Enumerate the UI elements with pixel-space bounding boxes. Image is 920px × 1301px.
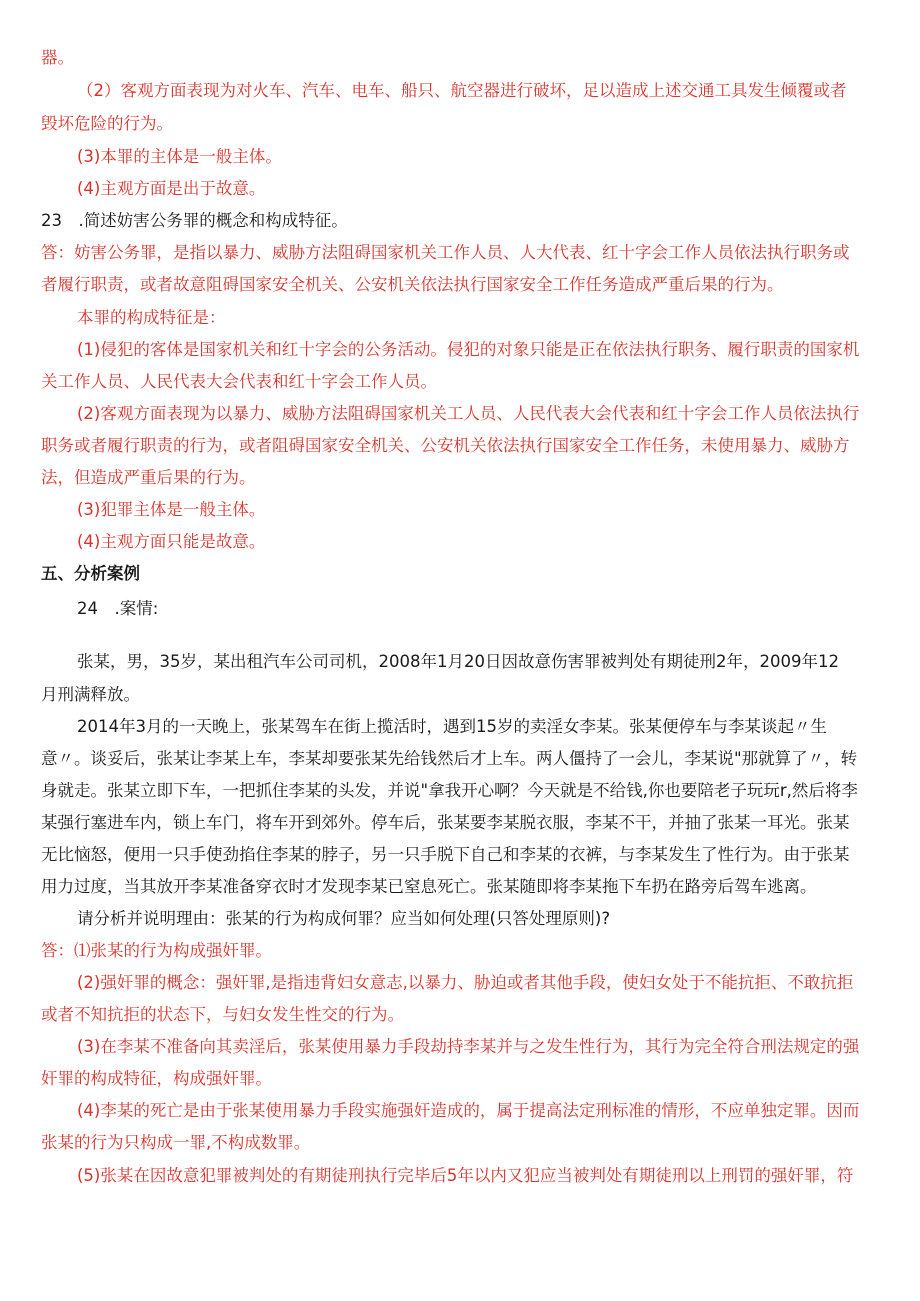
answer-line: 张某的行为只构成一罪,不构成数罪。: [41, 1133, 311, 1152]
answer-line: (2)强奸罪的概念：强奸罪,是指违背妇女意志,以暴力、胁迫或者其他手段，使妇女处于不能抗拒、不敢抗拒: [77, 973, 854, 992]
answer-line: (5)张某在因故意犯罪被判处的有期徒刑执行完毕后5年以内又犯应当被判处有期徒刑以上刑罚的强奸罪，符: [77, 1166, 854, 1185]
text-line: （2）客观方面表现为对火车、汽车、电车、船只、航空器进行破坏，足以造成上述交通工具发生倾覆或者: [77, 81, 847, 100]
answer-line: 答：妨害公务罪，是指以暴力、威胁方法阻碍国家机关工作人员、人大代表、红十字会工作人员依法执行职务或: [41, 243, 850, 262]
answer-line: 奸罪的构成特征，构成强奸罪。: [41, 1069, 272, 1088]
case-line: 身就走。张某立即下车，一把抓住李某的头发，并说"拿我开心啊？今天就是不给钱,你也要陪老子玩玩r,然后将李: [41, 781, 858, 800]
answer-line: (3)在李某不准备向其卖淫后，张某使用暴力手段劫持李某并与之发生性行为，其行为完全符合刑法规定的强: [77, 1037, 860, 1056]
text-line: 毁坏危险的行为。: [41, 114, 173, 133]
answer-line: (4)李某的死亡是由于张某使用暴力手段实施强奸造成的，属于提高法定刑标准的情形，不应单独定罪。因而: [77, 1101, 860, 1120]
text-line: 本罪的构成特征是：: [77, 308, 226, 327]
text-line: (2)客观方面表现为以暴力、威胁方法阻碍国家机关工人员、人民代表大会代表和红十字会工作人员依法执行: [77, 404, 860, 423]
text-line: 法，但造成严重后果的行为。: [41, 468, 256, 487]
answer-line: 或者不知抗拒的状态下，与妇女发生性交的行为。: [41, 1005, 404, 1024]
question-24: 24 .案情:: [77, 599, 159, 618]
section-heading: 五、分析案例: [41, 564, 140, 583]
case-line: 无比恼怒，便用一只手使劲掐住李某的脖子，另一只手脱下自己和李某的衣裤，与李某发生了性行为。由于张某: [41, 845, 850, 864]
case-line: 月刑满释放。: [41, 685, 140, 704]
text-line: 职务或者履行职责的行为，或者阻碍国家安全机关、公安机关依法执行国家安全工作任务，未使用暴力、威胁方: [41, 436, 850, 455]
case-line: 用力过度，当其放开李某准备穿衣时才发现李某已窒息死亡。张某随即将李某拖下车扔在路旁后驾车逃离。: [41, 877, 817, 896]
answer-line: 答：⑴张某的行为构成强奸罪。: [41, 941, 272, 960]
question-23: 23 .简述妨害公务罪的概念和构成特征。: [41, 211, 348, 230]
text-line: (4)主观方面是出于故意。: [77, 179, 266, 198]
text-line: (1)侵犯的客体是国家机关和红十字会的公务活动。侵犯的对象只能是正在依法执行职务、履行职责的国家机: [77, 340, 860, 359]
case-line: 张某，男，35岁，某出租汽车公司司机，2008年1月20日因故意伤害罪被判处有期徒刑2年，2009年12: [77, 652, 839, 671]
text-line: (3)犯罪主体是一般主体。: [77, 500, 266, 519]
case-question: 请分析并说明理由：张某的行为构成何罪？应当如何处理(只答处理原则)?: [77, 909, 611, 928]
case-line: 意〃。谈妥后，张某让李某上车，李某却要张某先给钱然后才上车。两人僵持了一会儿，李某说"那就算了〃，转: [41, 749, 858, 768]
text-line: (4)主观方面只能是故意。: [77, 532, 266, 551]
answer-line: 者履行职责，或者故意阻碍国家安全机关、公安机关依法执行国家安全工作任务造成严重后果的行为。: [41, 275, 784, 294]
text-line: (3)本罪的主体是一般主体。: [77, 147, 282, 166]
text-line: 器。: [41, 48, 74, 67]
case-line: 2014年3月的一天晚上，张某驾车在街上揽活时，遇到15岁的卖淫女李某。张某便停车与李某谈起〃生: [77, 717, 827, 736]
text-line: 关工作人员、人民代表大会代表和红十字会工作人员。: [41, 372, 437, 391]
case-line: 某强行塞进车内，锁上车门，将车开到郊外。停车后，张某要李某脱衣服，李某不干，并抽了张某一耳光。张某: [41, 813, 850, 832]
